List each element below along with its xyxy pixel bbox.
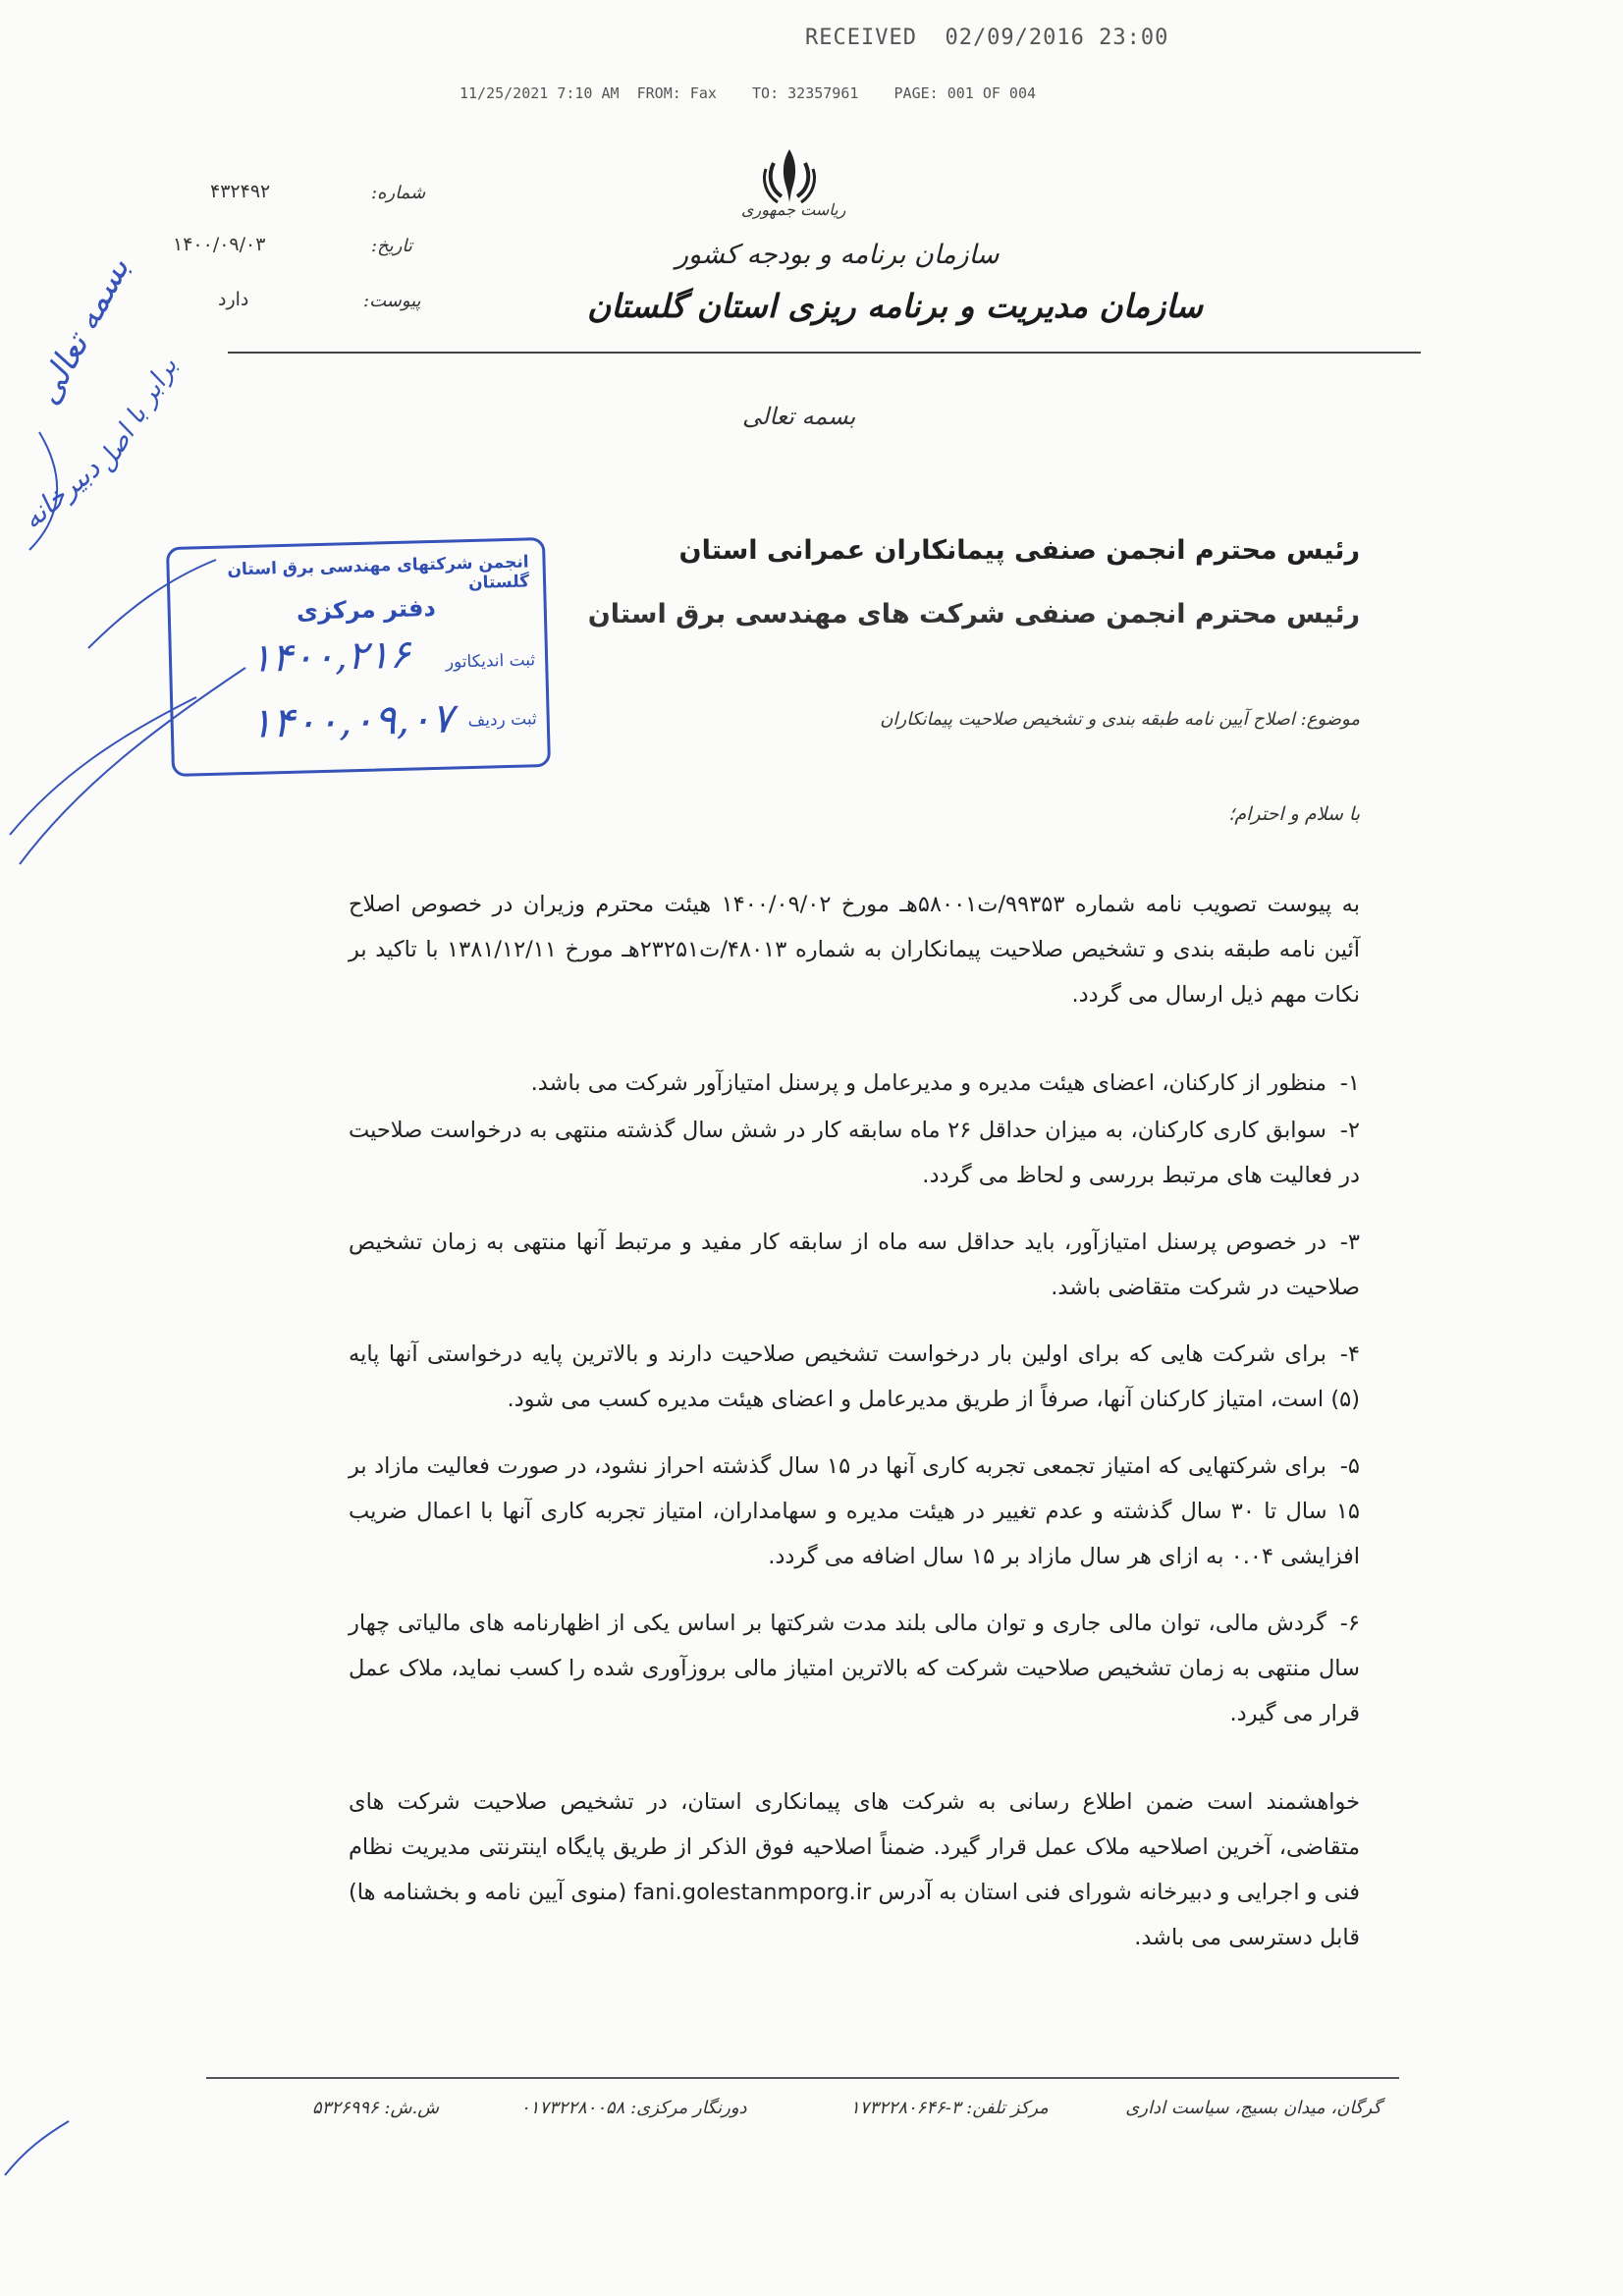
footer-divider: [206, 2077, 1399, 2079]
closing-paragraph: خواهشمند است ضمن اطلاع رسانی به شرکت های پیمانکاری استان، در تشخیص صلاحیت شرکت های متقاضی، آخرین اصلاحیه ملاک عمل قرار گیرد. ضمناً اصلاحیه فوق الذکر از طریق پایگاه اینترنتی مدیریت نظام فنی و اجرایی و دبیرخانه شورای فنی استان به آدرس fani.golestanmporg.ir (منوی آیین نامه و بخشنامه ها) قابل دسترسی می باشد.: [349, 1789, 1361, 1950]
iran-emblem-icon: [760, 145, 819, 208]
attachment-value: دارد: [218, 289, 249, 310]
bismillah: بسمه تعالی: [742, 403, 856, 430]
list-item: [349, 1332, 1360, 1422]
subject-line: موضوع: اصلاح آیین نامه طبقه بندی و تشخیص صلاحیت پیمانکاران: [880, 709, 1360, 730]
list-item-text: در خصوص پرسنل امتیازآور، باید حداقل سه ماه از سابقه کار مفید و مرتبط آنها منتهی به زمان تشخیص صلاحیت در شرکت متقاضی باشد.: [349, 1230, 1360, 1300]
footer-phone: مرکز تلفن: ۳-۱۷۳۲۲۸۰۶۴۶: [850, 2098, 1049, 2118]
list-item-number: ۱-: [1339, 1070, 1360, 1096]
date-label: تاریخ:: [371, 236, 412, 256]
recipient-1: رئیس محترم انجمن صنفی پیمانکاران عمرانی استان: [678, 535, 1360, 566]
handwritten-note: بسمه تعالی: [27, 250, 138, 411]
list-item-number: ۳-: [1339, 1230, 1360, 1255]
footer-fax: دورنگار مرکزی: ۰۱۷۳۲۲۸۰۰۵۸: [520, 2098, 747, 2118]
stamp-title: انجمن شرکتهای مهندسی برق استان گلستان: [227, 552, 530, 594]
intro-paragraph: به پیوست تصویب نامه شماره ۹۹۳۵۳/ت۵۸۰۰۱هـ مورخ ۱۴۰۰/۰۹/۰۲ هیئت محترم وزیران در خصوص اصلاح آئین نامه طبقه بندی و تشخیص صلاحیت پیمانکاران به شماره ۴۸۰۱۳/ت۲۳۲۵۱هـ مورخ ۱۳۸۱/۱۲/۱۱ با تاکید بر نکات مهم ذیل ارسال می گردد.: [349, 892, 1361, 1008]
handwriting-strokes: [0, 2082, 79, 2180]
handwriting-strokes: [0, 373, 324, 884]
list-item-text: سوابق کاری کارکنان، به میزان حداقل ۲۶ ماه سابقه کار در شش سال گذشته منتهی به درخواست صلاحیت در فعالیت های مرتبط بررسی و لحاظ می گردد.: [349, 1118, 1360, 1188]
org-line-presidency: ریاست جمهوری: [741, 200, 846, 219]
header-divider: [228, 352, 1421, 354]
list-item-number: ۵-: [1339, 1453, 1360, 1479]
list-item: [349, 1601, 1360, 1736]
list-item-number: ۶-: [1339, 1611, 1360, 1636]
list-item: [349, 1108, 1360, 1198]
stamp-row-value: ۱۴۰۰,۰۹,۰۷: [249, 693, 455, 747]
fax-header-line: 11/25/2021 7:10 AM FROM: Fax TO: 32357961 PAGE: 001 OF 004: [460, 84, 1036, 102]
stamp-indicator-value: ۱۴۰۰,۲۱۶: [249, 631, 411, 682]
list-item-text: برای شرکتهایی که امتیاز تجمعی تجربه کاری آنها در ۱۵ سال گذشته احراز نشود، در صورت فعالیت مازاد بر ۱۵ سال تا ۳۰ سال گذشته و عدم تغییر در هیئت مدیره و سهامداران، امتیاز تجربه کاری آنها با اعمال ضریب افزایشی ۰.۰۴ به ازای هر سال مازاد بر ۱۵ سال اضافه می گردد.: [349, 1453, 1360, 1569]
list-item-text: منظور از کارکنان، اعضای هیئت مدیره و مدیرعامل و پرسنل امتیازآور شرکت می باشد.: [530, 1070, 1326, 1096]
date-value: ۱۴۰۰/۰۹/۰۳: [173, 234, 266, 255]
footer-postal: ش.ش: ۵۳۲۶۹۹۶: [312, 2098, 440, 2118]
fax-received-line: RECEIVED 02/09/2016 23:00: [805, 26, 1169, 50]
list-item-number: ۴-: [1339, 1341, 1360, 1367]
handwritten-note: برابر با اصل: [90, 352, 184, 477]
footer-address: گرگان، میدان بسیج، سیاست اداری: [1125, 2098, 1381, 2118]
attachment-label: پیوست:: [363, 291, 421, 311]
greeting: با سلام و احترام؛: [1228, 803, 1360, 825]
list-item-text: برای شرکت هایی که برای اولین بار درخواست تشخیص صلاحیت دارند و بالاترین پایه درخواستی آنها پایه (۵) است، امتیاز کارکنان آنها، صرفاً از طریق مدیرعامل و اعضای هیئت مدیره کسب می شود.: [349, 1341, 1360, 1412]
list-item: [349, 1444, 1360, 1579]
stamp-indicator-label: ثبت اندیکاتور: [445, 650, 536, 673]
recipient-2: رئیس محترم انجمن صنفی شرکت های مهندسی برق استان: [587, 599, 1360, 629]
list-item-number: ۲-: [1339, 1118, 1360, 1143]
list-item: [349, 1061, 1360, 1106]
number-label: شماره:: [371, 183, 426, 203]
list-item: [349, 1220, 1360, 1310]
number-value: ۴۳۲۴۹۲: [210, 181, 271, 202]
handwritten-note: دبیرخانه: [16, 452, 107, 536]
stamp-row-label: ثبت ردیف: [467, 709, 537, 732]
stamp-office: دفتر مرکزی: [296, 593, 437, 626]
org-line-golestan: سازمان مدیریت و برنامه ریزی استان گلستان: [587, 287, 1203, 325]
list-item-text: گردش مالی، توان مالی جاری و توان مالی بلند مدت شرکتها بر اساس یکی از اظهارنامه های مالیاتی چهار سال منتهی به زمان تشخیص صلاحیت شرکت که بالاترین امتیاز مالی بروزآوری شده را کسب نماید، ملاک عمل قرار می گیرد.: [349, 1611, 1360, 1726]
org-line-planning: سازمان برنامه و بودجه کشور: [676, 240, 1000, 270]
